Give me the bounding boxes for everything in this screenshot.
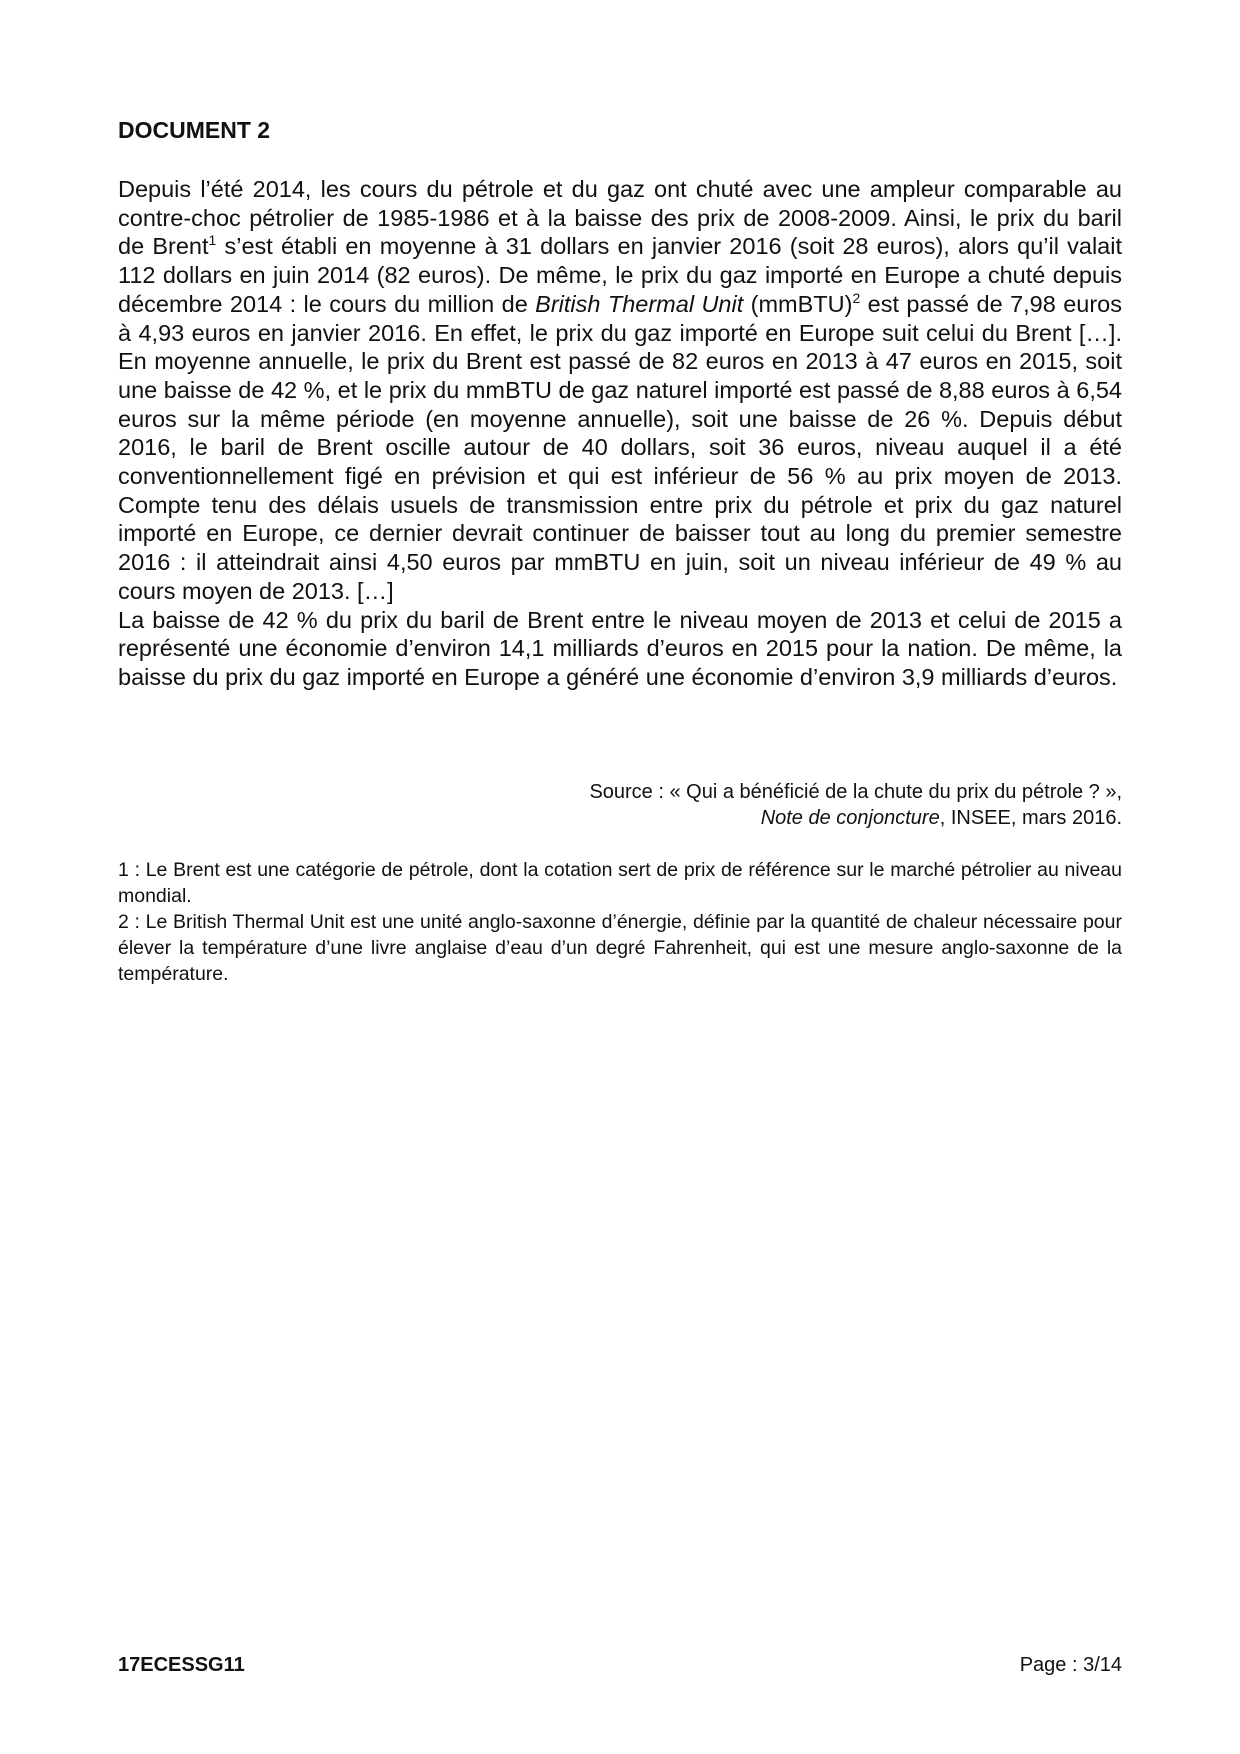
source-citation [118,779,1122,831]
footnote-2: 2 : Le British Thermal Unit est une unité anglo-saxonne d’énergie, définie par la quantité de chaleur nécessaire pour élever la température d’une livre anglaise d’eau d’un degré Fahrenheit, qui est une mesure anglo-saxonne de la température. [118,911,1122,985]
source-line-1: Source : « Qui a bénéficié de la chute du prix du pétrole ? », [589,781,1122,803]
exam-code: 17ECESSG11 [118,1654,245,1676]
footnotes [118,857,1122,987]
document-title: DOCUMENT 2 [118,117,271,143]
british-thermal-unit-term: British Thermal Unit [535,290,744,317]
source-publisher: , INSEE, mars 2016. [939,807,1122,829]
document-body [118,175,1122,692]
footnote-ref-2: 2 [852,289,861,306]
document-page [118,0,1122,1754]
paragraph-1-part-1: Depuis l’été 2014, les cours du pétrole et du gaz ont chuté avec une ampleur comparable au contre-choc pétrolier de 1985-1986 et à la baisse des prix de 2008-2009. Ainsi, le prix du baril de Brent [118,176,1122,260]
paragraph-1 [118,175,1122,606]
footnote-ref-1: 1 [208,232,217,249]
paragraph-1-part-2: s’est établi en moyenne à 31 dollars en janvier 2016 (soit 28 euros), alors qu’il valait 112 dollars en juin 2014 (82 euros). De même, le prix du gaz importé en Europe a chuté depuis décembre 2014 : le cours du million de [118,233,1122,317]
source-line-2 [118,805,1122,831]
page-number: Page : 3/14 [1019,1654,1122,1676]
paragraph-1-part-4: est passé de 7,98 euros à 4,93 euros en janvier 2016. En effet, le prix du gaz importé en Europe suit celui du Brent […]. En moyenne annuelle, le prix du Brent est passé de 82 euros en 2013 à 47 euros en 2015, soit une baisse de 42 %, et le prix du mmBTU de gaz naturel importé est passé de 8,88 euros à 6,54 euros sur la même période (en moyenne annuelle), soit une baisse de 26 %. Depuis début 2016, le baril de Brent oscille autour de 40 dollars, soit 36 euros, niveau auquel il a été conventionnellement figé en prévision et qui est inférieur de 56 % au prix moyen de 2013. Compte tenu des délais usuels de transmission entre prix du pétrole et prix du gaz naturel importé en Europe, ce dernier devrait continuer de baisser tout au long du premier semestre 2016 : il atteindrait ainsi 4,50 euros par mmBTU en juin, soit un niveau inférieur de 49 % au cours moyen de 2013. […] [118,290,1122,604]
paragraph-2: La baisse de 42 % du prix du baril de Brent entre le niveau moyen de 2013 et celui de 2015 a représenté une économie d’environ 14,1 milliards d’euros en 2015 pour la nation. De même, la baisse du prix du gaz importé en Europe a généré une économie d’environ 3,9 milliards d’euros. [118,606,1122,690]
source-publication: Note de conjoncture [760,807,940,829]
footnote-1: 1 : Le Brent est une catégorie de pétrole, dont la cotation sert de prix de référence sur le marché pétrolier au niveau mondial. [118,859,1122,907]
page-footer [118,1654,1122,1677]
paragraph-1-part-3: (mmBTU) [743,290,853,317]
